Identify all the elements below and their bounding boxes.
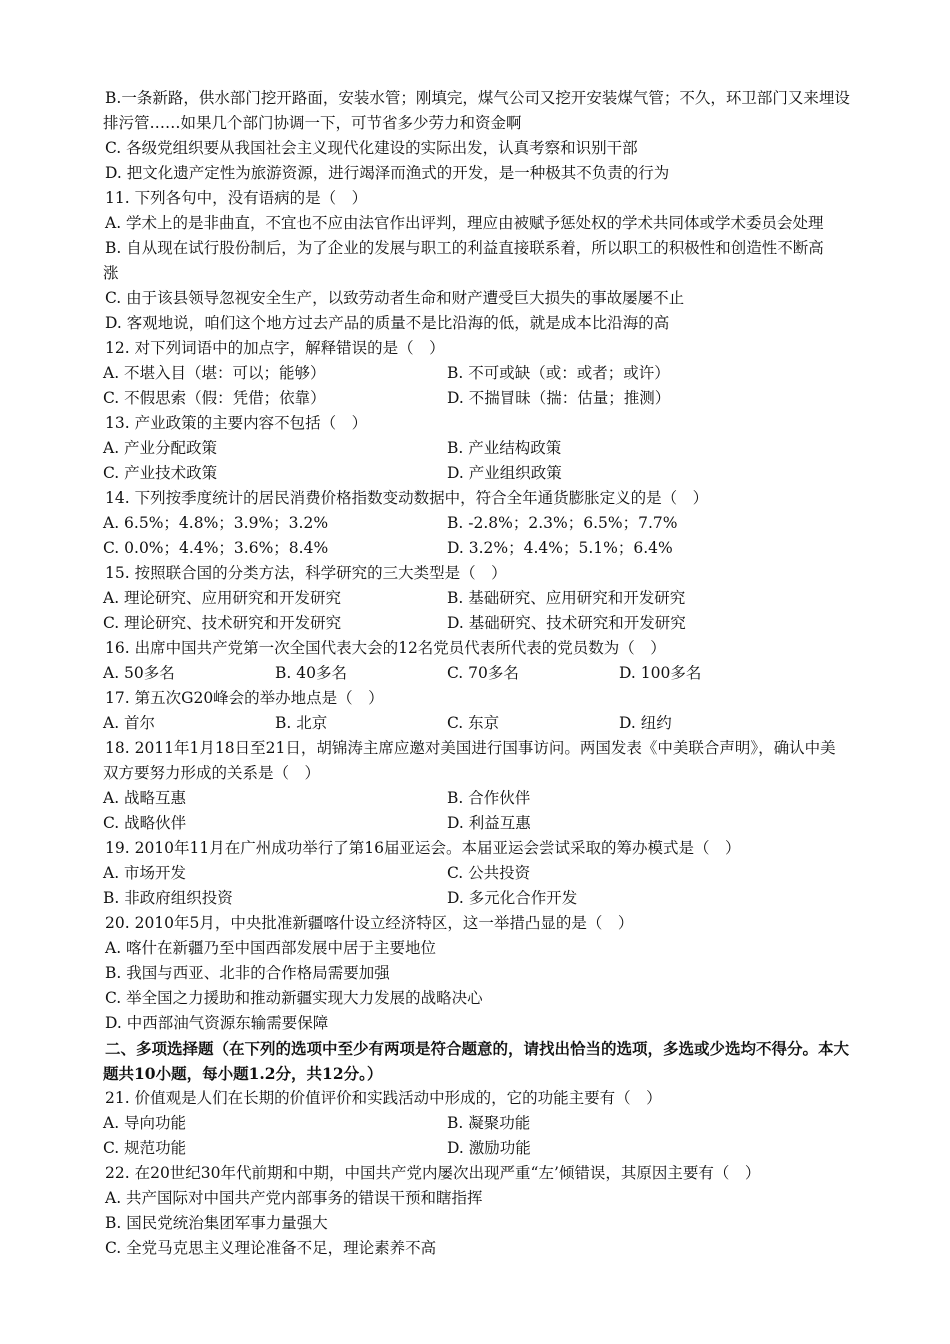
q10-option-b-line1: B.一条新路，供水部门挖开路面，安装水管；刚填完，煤气公司又挖开安装煤气管；不久，环卫部门又来埋设 — [105, 89, 850, 107]
q15-option-b: B. 基础研究、应用研究和开发研究 — [447, 589, 686, 607]
q16-stem: 16. 出席中国共产党第一次全国代表大会的12名党员代表所代表的党员数为（ ） — [105, 639, 666, 657]
q20-option-a: A. 喀什在新疆乃至中国西部发展中居于主要地位 — [105, 939, 437, 957]
q22-option-a: A. 共产国际对中国共产党内部事务的错误干预和瞎指挥 — [105, 1189, 483, 1207]
q19-option-d: D. 多元化合作开发 — [447, 889, 578, 907]
q12-options-row1 — [103, 361, 883, 386]
q19-option-a: A. 市场开发 — [103, 864, 187, 882]
q16-option-a: A. 50多名 — [103, 664, 175, 682]
q19-option-b: C. 公共投资 — [447, 864, 531, 882]
q17-option-c: C. 东京 — [447, 714, 500, 732]
q12-options-row2 — [103, 386, 883, 411]
q10-option-b-line2: 排污管……如果几个部门协调一下，可节省多少劳力和资金啊 — [103, 114, 522, 132]
q19-stem: 19. 2010年11月在广州成功举行了第16届亚运会。本届亚运会尝试采取的筹办模式是（ ） — [105, 839, 741, 857]
q20-option-d: D. 中西部油气资源东输需要保障 — [105, 1014, 329, 1032]
q14-options-row1 — [103, 511, 883, 536]
q20-option-c: C. 举全国之力援助和推动新疆实现大力发展的战略决心 — [105, 989, 483, 1007]
q13-option-b: B. 产业结构政策 — [447, 439, 562, 457]
exam-page — [103, 86, 883, 1261]
q19-options-row1 — [103, 861, 883, 886]
q20-option-b: B. 我国与西亚、北非的合作格局需要加强 — [105, 964, 390, 982]
q16-option-b: B. 40多名 — [275, 664, 347, 682]
q21-option-d: D. 激励功能 — [447, 1139, 531, 1157]
q10-option-d: D. 把文化遗产定性为旅游资源，进行竭泽而渔式的开发，是一种极其不负责的行为 — [105, 164, 670, 182]
q15-option-d: D. 基础研究、技术研究和开发研究 — [447, 614, 686, 632]
q21-stem: 21. 价值观是人们在长期的价值评价和实践活动中形成的，它的功能主要有（ ） — [105, 1089, 662, 1107]
q22-option-c: C. 全党马克思主义理论准备不足，理论素养不高 — [105, 1239, 437, 1257]
q18-option-d: D. 利益互惠 — [447, 814, 531, 832]
q21-options-row2 — [103, 1136, 883, 1161]
q21-option-b: B. 凝聚功能 — [447, 1114, 531, 1132]
q16-option-d: D. 100多名 — [619, 664, 702, 682]
q13-option-c: C. 产业技术政策 — [103, 464, 218, 482]
q17-stem: 17. 第五次G20峰会的举办地点是（ ） — [105, 689, 384, 707]
section-2-heading-line2: 题共10小题，每小题1.2分，共12分。） — [103, 1064, 383, 1083]
q17-option-a: A. 首尔 — [103, 714, 156, 732]
q12-option-b: B. 不可或缺（或：或者；或许） — [447, 364, 670, 382]
q13-options-row1 — [103, 436, 883, 461]
q15-stem: 15. 按照联合国的分类方法，科学研究的三大类型是（ ） — [105, 564, 507, 582]
q13-option-a: A. 产业分配政策 — [103, 439, 218, 457]
q15-option-a: A. 理论研究、应用研究和开发研究 — [103, 589, 342, 607]
q18-option-b: B. 合作伙伴 — [447, 789, 531, 807]
q11-option-b-line1: B. 自从现在试行股份制后，为了企业的发展与职工的利益直接联系着，所以职工的积极性和创造性不断高 — [105, 239, 824, 257]
q18-options-row1 — [103, 786, 883, 811]
q14-option-c: C. 0.0%；4.4%；3.6%；8.4% — [103, 539, 329, 557]
q22-option-b: B. 国民党统治集团军事力量强大 — [105, 1214, 328, 1232]
q13-option-d: D. 产业组织政策 — [447, 464, 562, 482]
q10-option-c: C. 各级党组织要从我国社会主义现代化建设的实际出发，认真考察和识别干部 — [105, 139, 638, 157]
q12-option-a: A. 不堪入目（堪：可以；能够） — [103, 364, 326, 382]
q16-option-c: C. 70多名 — [447, 664, 519, 682]
section-2-heading-line1: 二、多项选择题（在下列的选项中至少有两项是符合题意的，请找出恰当的选项，多选或少选均不得分。本大 — [105, 1039, 850, 1058]
q17-option-d: D. 纽约 — [619, 714, 672, 732]
q11-option-d: D. 客观地说，咱们这个地方过去产品的质量不是比沿海的低，就是成本比沿海的高 — [105, 314, 670, 332]
q14-option-b: B. -2.8%；2.3%；6.5%；7.7% — [447, 514, 678, 532]
q14-stem: 14. 下列按季度统计的居民消费价格指数变动数据中，符合全年通货膨胀定义的是（ ） — [105, 489, 709, 507]
q12-stem: 12. 对下列词语中的加点字，解释错误的是（ ） — [105, 339, 445, 357]
q14-option-d: D. 3.2%；4.4%；5.1%；6.4% — [447, 539, 673, 557]
q11-option-b-line2: 涨 — [103, 264, 119, 282]
q21-options-row1 — [103, 1111, 883, 1136]
q21-option-c: C. 规范功能 — [103, 1139, 187, 1157]
q14-options-row2 — [103, 536, 883, 561]
q20-stem: 20. 2010年5月，中央批准新疆喀什设立经济特区，这一举措凸显的是（ ） — [105, 914, 634, 932]
q14-option-a: A. 6.5%；4.8%；3.9%；3.2% — [103, 514, 329, 532]
q15-options-row2 — [103, 611, 883, 636]
q21-option-a: A. 导向功能 — [103, 1114, 187, 1132]
q18-stem-line2: 双方要努力形成的关系是（ ） — [103, 764, 321, 782]
q18-option-c: C. 战略伙伴 — [103, 814, 187, 832]
q19-option-c: B. 非政府组织投资 — [103, 889, 233, 907]
q18-stem-line1: 18. 2011年1月18日至21日，胡锦涛主席应邀对美国进行国事访问。两国发表《中美联合声明》，确认中美 — [105, 739, 836, 757]
q19-options-row2 — [103, 886, 883, 911]
q13-stem: 13. 产业政策的主要内容不包括（ ） — [105, 414, 368, 432]
q12-option-c: C. 不假思索（假：凭借；依靠） — [103, 389, 326, 407]
q15-options-row1 — [103, 586, 883, 611]
q13-options-row2 — [103, 461, 883, 486]
q11-option-c: C. 由于该县领导忽视安全生产，以致劳动者生命和财产遭受巨大损失的事故屡屡不止 — [105, 289, 685, 307]
q15-option-c: C. 理论研究、技术研究和开发研究 — [103, 614, 342, 632]
q18-options-row2 — [103, 811, 883, 836]
q17-options — [103, 711, 883, 736]
q22-stem: 22. 在20世纪30年代前期和中期，中国共产党内屡次出现严重“左’倾错误，其原因主要有（ ） — [105, 1164, 761, 1182]
q12-option-d: D. 不揣冒昧（揣：估量；推测） — [447, 389, 671, 407]
q11-stem: 11. 下列各句中，没有语病的是（ ） — [105, 189, 368, 207]
q17-option-b: B. 北京 — [275, 714, 328, 732]
q18-option-a: A. 战略互惠 — [103, 789, 187, 807]
q11-option-a: A. 学术上的是非曲直，不宜也不应由法官作出评判，理应由被赋予惩处权的学术共同体或学术委员会处理 — [105, 214, 824, 232]
q16-options — [103, 661, 883, 686]
